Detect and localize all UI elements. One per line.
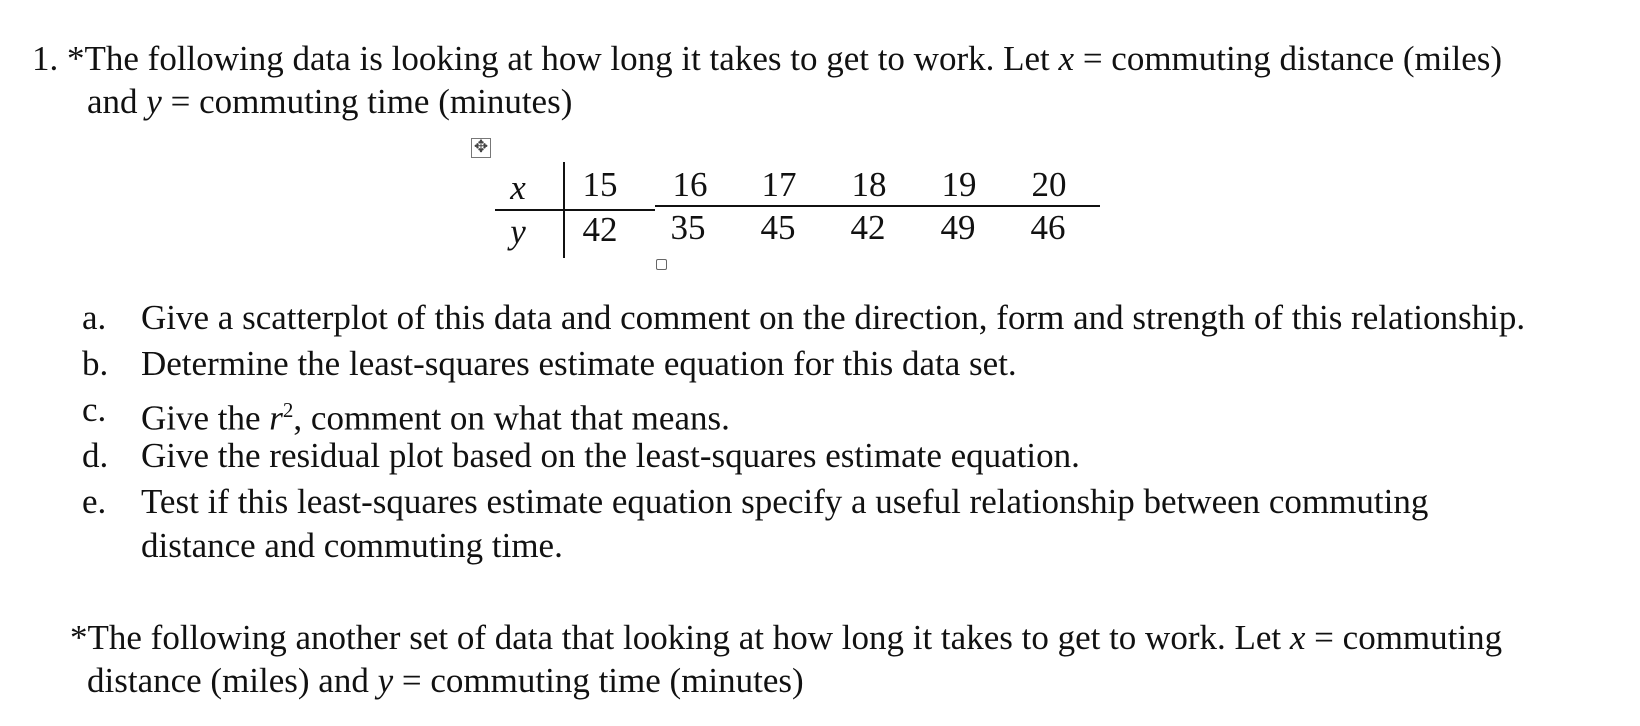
question-label: b. xyxy=(82,344,109,383)
table-y-value: 42 xyxy=(582,210,618,249)
question-label: c. xyxy=(82,390,107,429)
question-text: Give a scatterplot of this data and comment on the direction, form and strength of this relationship. xyxy=(141,298,1526,337)
variable-r: r xyxy=(269,398,283,438)
question-text: Give the residual plot based on the least-squares estimate equation. xyxy=(141,436,1080,475)
table-y-value: 42 xyxy=(850,208,886,247)
second-set-text-2: distance (miles) and xyxy=(87,661,378,700)
table-x-value: 17 xyxy=(761,165,797,204)
x-definition: = commuting distance (miles) xyxy=(1074,39,1503,78)
question-text: Test if this least-squares estimate equation specify a useful relationship between commuting xyxy=(141,482,1429,521)
table-x-value: 15 xyxy=(582,165,618,204)
table-y-value: 35 xyxy=(670,208,706,247)
y-definition: = commuting time (minutes) xyxy=(161,82,573,121)
variable-y: y xyxy=(146,82,162,121)
question-label: d. xyxy=(82,436,109,475)
problem-intro-line-2 xyxy=(87,82,572,122)
table-x-label: x xyxy=(510,168,526,207)
table-y-value: 46 xyxy=(1030,208,1066,247)
variable-x: x xyxy=(1058,39,1075,78)
table-x-value: 18 xyxy=(851,165,887,204)
move-handle-icon[interactable]: ✥ xyxy=(471,138,491,158)
and-text: and xyxy=(87,82,147,121)
question-text-after: , comment on what that means. xyxy=(293,398,730,438)
x-definition: = commuting xyxy=(1305,618,1503,657)
table-x-value: 20 xyxy=(1031,165,1067,204)
second-set-line-2 xyxy=(87,661,804,701)
table-x-value: 19 xyxy=(941,165,977,204)
second-set-text: *The following another set of data that looking at how long it takes to get to work. Let xyxy=(70,618,1290,657)
second-set-line-1 xyxy=(70,618,1502,658)
question-text: Determine the least-squares estimate equation for this data set. xyxy=(141,344,1017,383)
variable-x: x xyxy=(1289,618,1306,657)
table-y-label: y xyxy=(510,212,526,251)
question-text xyxy=(141,388,730,441)
superscript-2: 2 xyxy=(282,398,294,422)
table-y-value: 49 xyxy=(940,208,976,247)
problem-intro-text: *The following data is looking at how long it takes to get to work. Let xyxy=(67,39,1059,78)
table-x-value: 16 xyxy=(672,165,708,204)
variable-y: y xyxy=(377,661,394,700)
table-y-value: 45 xyxy=(760,208,796,247)
question-label: e. xyxy=(82,482,107,521)
question-text-line-2: distance and commuting time. xyxy=(141,526,563,565)
problem-intro-line-1 xyxy=(32,39,1502,79)
question-label: a. xyxy=(82,298,107,337)
table-resize-handle[interactable] xyxy=(656,259,667,270)
y-definition: = commuting time (minutes) xyxy=(393,661,804,700)
question-text-before: Give the xyxy=(141,398,270,438)
table-rule-right xyxy=(655,205,1100,207)
problem-number: 1. xyxy=(32,39,59,78)
